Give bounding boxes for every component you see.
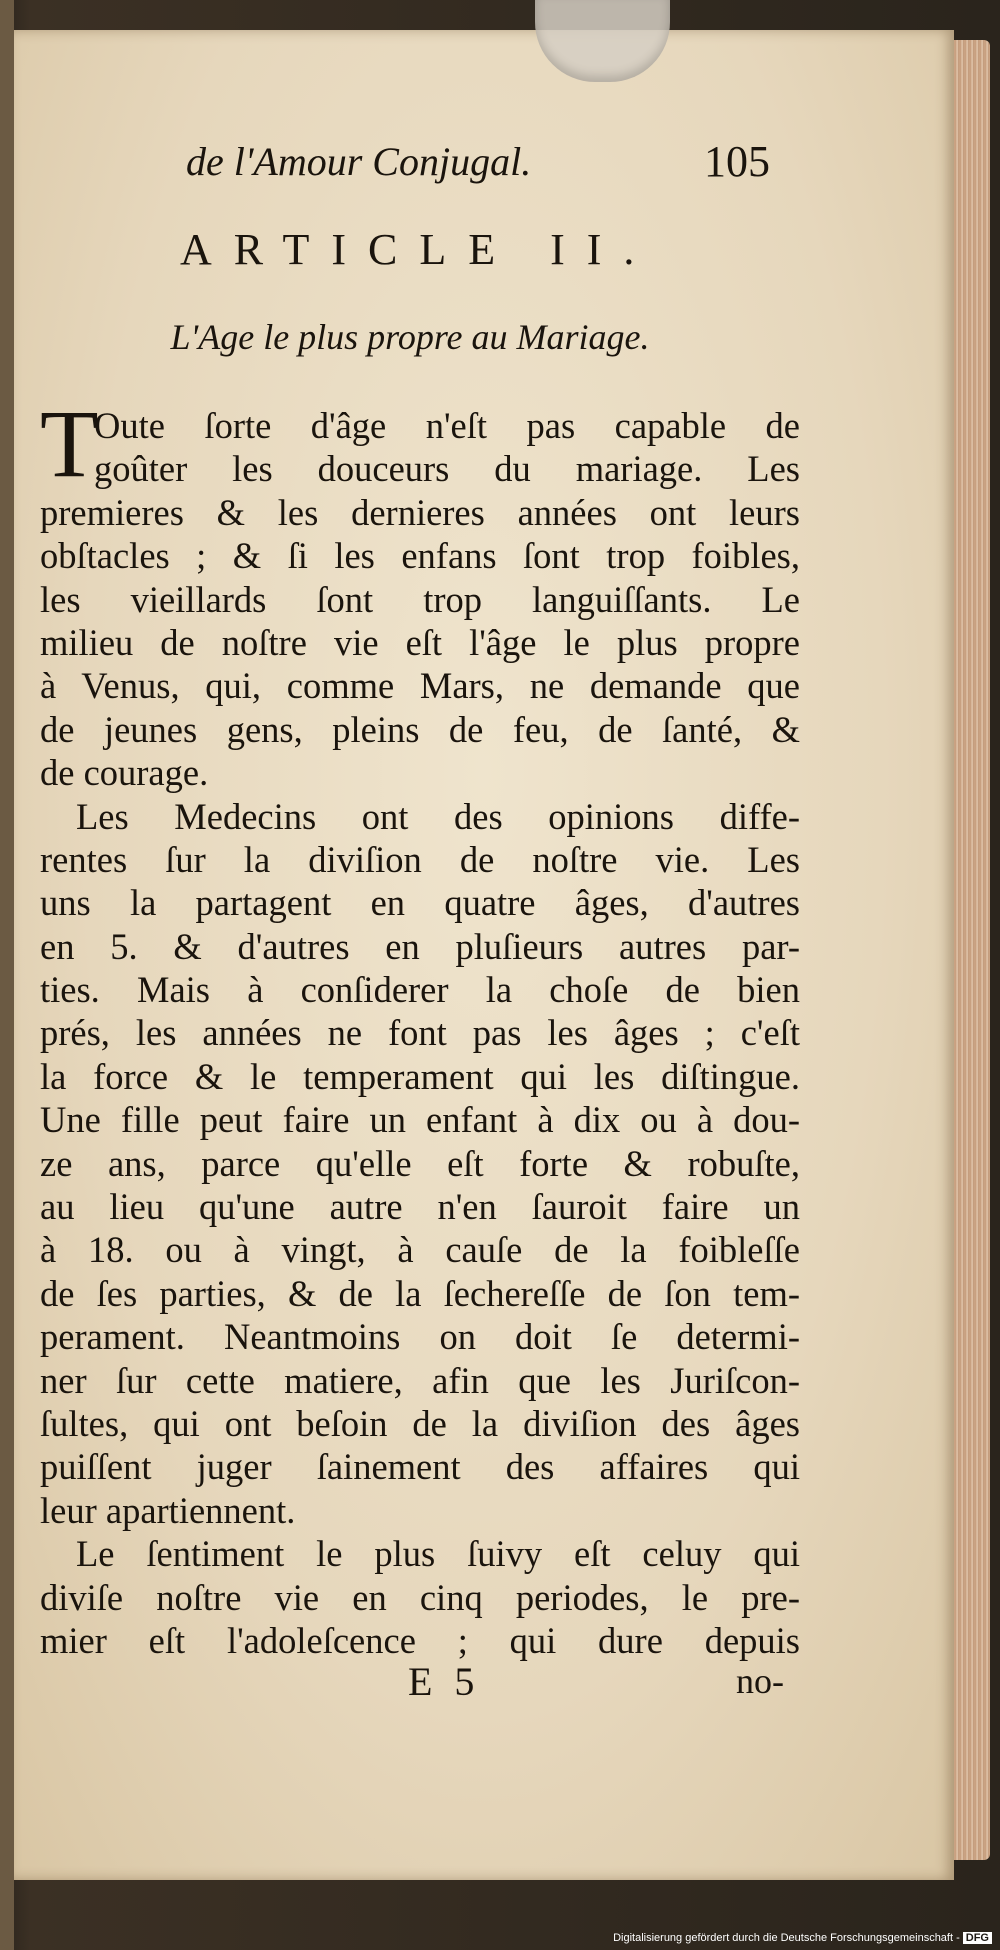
text-line: rentes ſur la diviſion de noſtre vie. Les	[40, 838, 800, 880]
body-text	[40, 390, 800, 1662]
credit-text: Digitalisierung gefördert durch die Deutsche Forschungsgemeinschaft -	[613, 1932, 960, 1944]
text-line: ties. Mais à conſiderer la choſe de bien	[40, 969, 800, 1011]
text-line: Une fille peut faire un enfant à dix ou à dou-	[40, 1099, 800, 1141]
text-line: Le ſentiment le plus ſuivy eſt celuy qui	[76, 1533, 800, 1575]
text-line: au lieu qu'une autre n'en ſauroit faire un	[40, 1186, 800, 1228]
text-line: ner ſur cette matiere, afin que les Juriſcon-	[40, 1359, 800, 1401]
text-line: ſultes, qui ont beſoin de la diviſion des âges	[40, 1402, 800, 1444]
text-line: uns la partagent en quatre âges, d'autres	[40, 882, 800, 924]
article-heading: ARTICLE II.	[180, 225, 657, 274]
text-line: perament. Neantmoins on doit ſe determi-	[40, 1316, 800, 1358]
running-head: de l'Amour Conjugal.	[186, 139, 532, 184]
text-line: mier eſt l'adoleſcence ; qui dure depuis	[40, 1619, 800, 1661]
text-line: à Venus, qui, comme Mars, ne demande que	[40, 665, 800, 707]
text-line: milieu de noſtre vie eſt l'âge le plus propre	[40, 621, 800, 663]
text-line: diviſe noſtre vie en cinq periodes, le pre-	[40, 1576, 800, 1618]
text-line: ze ans, parce qu'elle eſt forte & robuſte,	[40, 1142, 800, 1184]
signature-mark: E 5	[408, 1659, 481, 1704]
page-edges	[954, 40, 990, 1860]
text-line: goûter les douceurs du mariage. Les	[94, 448, 800, 490]
text-line: leur apartiennent.	[40, 1489, 296, 1531]
text-line: de jeunes gens, pleins de feu, de ſanté, &	[40, 708, 800, 750]
digitization-credit	[613, 1932, 992, 1944]
text-line: de courage.	[40, 752, 209, 794]
text-line: Les Medecins ont des opinions diffe-	[76, 795, 800, 837]
text-line: Oute ſorte d'âge n'eſt pas capable de	[94, 405, 800, 446]
text-line: la force & le temperament qui les diſtingue.	[40, 1055, 800, 1097]
facing-page-edge	[0, 0, 14, 1950]
text-line: à 18. ou à vingt, à cauſe de la foibleſſe	[40, 1229, 800, 1271]
text-line: prés, les années ne font pas les âges ; c'eſt	[40, 1012, 800, 1054]
text-line: obſtacles ; & ſi les enfans ſont trop foibles,	[40, 535, 800, 577]
text-line: premieres & les dernieres années ont leurs	[40, 491, 800, 533]
page-number: 105	[704, 137, 770, 186]
article-subtitle: L'Age le plus propre au Mariage.	[170, 317, 650, 357]
text-line: de ſes parties, & de la ſechereſſe de ſon tem-	[40, 1272, 800, 1314]
drop-cap: T	[40, 390, 99, 497]
catchword: no-	[736, 1661, 784, 1701]
text-line: puiſſent juger ſainement des affaires qui	[40, 1446, 800, 1488]
text-line: les vieillards ſont trop languiſſants. Le	[40, 578, 800, 620]
text-line: en 5. & d'autres en pluſieurs autres par-	[40, 925, 800, 967]
dfg-logo: DFG	[963, 1932, 992, 1944]
